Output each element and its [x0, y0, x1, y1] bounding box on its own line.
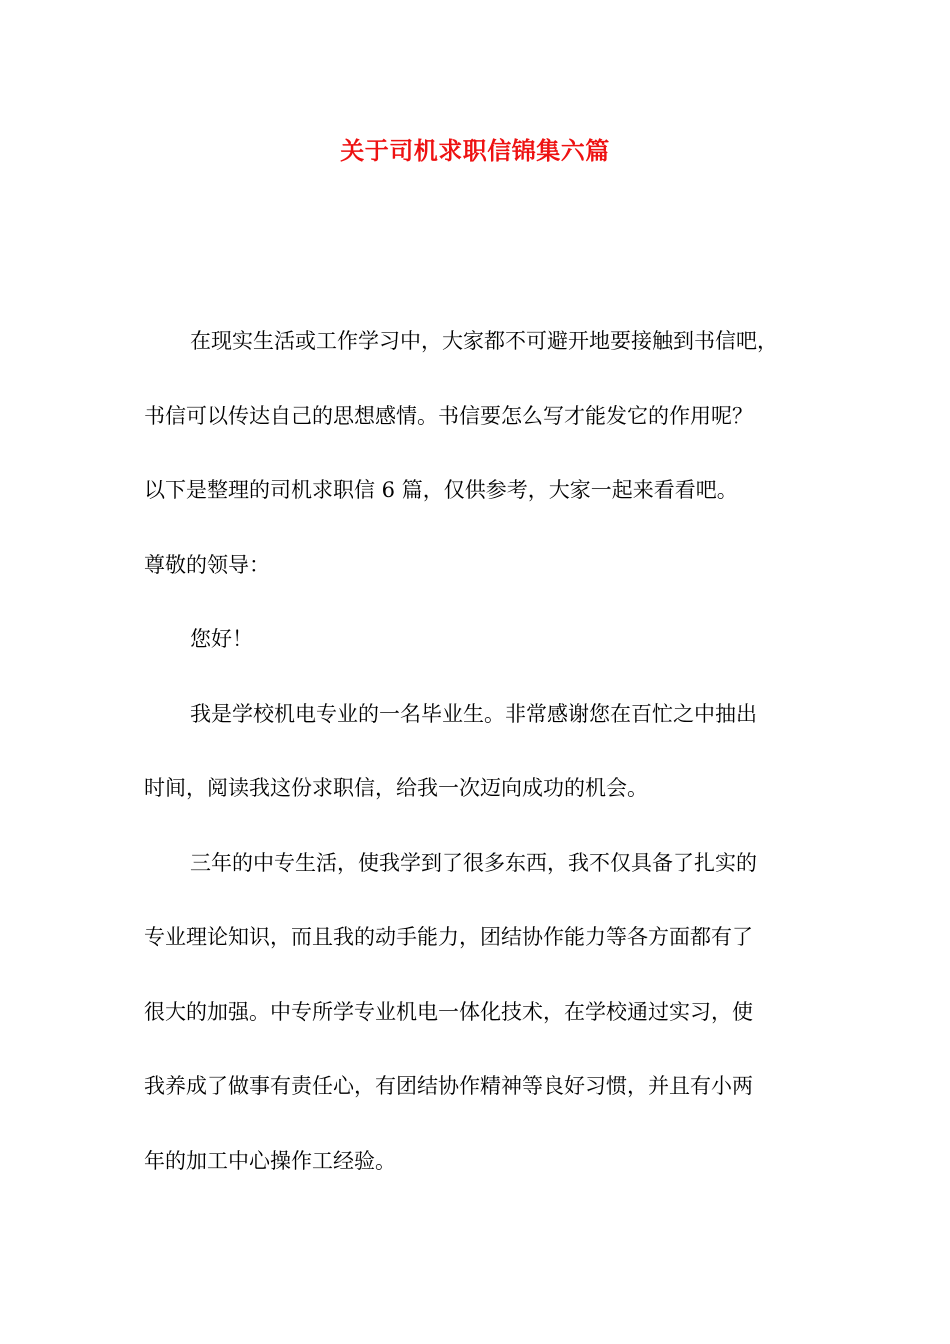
paragraph-line: 很大的加强。中专所学专业机电一体化技术，在学校通过实习，使 — [144, 1000, 753, 1024]
paragraph-line: 专业理论知识，而且我的动手能力，团结协作能力等各方面都有了 — [144, 925, 753, 949]
paragraph-line: 年的加工中心操作工经验。 — [144, 1149, 396, 1173]
document-title: 关于司机求职信锦集六篇 — [340, 136, 610, 165]
paragraph-line: 我是学校机电专业的一名毕业生。非常感谢您在百忙之中抽出 — [190, 702, 757, 726]
paragraph-line: 时间，阅读我这份求职信，给我一次迈向成功的机会。 — [144, 776, 648, 800]
paragraph-line: 三年的中专生活，使我学到了很多东西，我不仅具备了扎实的 — [190, 851, 757, 875]
paragraph-line: 书信可以传达自己的思想感情。书信要怎么写才能发它的作用呢？ — [144, 404, 753, 428]
greeting: 您好！ — [190, 627, 253, 651]
salutation: 尊敬的领导： — [144, 553, 270, 577]
paragraph-line: 以下是整理的司机求职信 6 篇，仅供参考，大家一起来看看吧。 — [144, 478, 738, 502]
paragraph-line: 我养成了做事有责任心，有团结协作精神等良好习惯，并且有小两 — [144, 1074, 753, 1098]
paragraph-line: 在现实生活或工作学习中，大家都不可避开地要接触到书信吧， — [190, 329, 778, 353]
